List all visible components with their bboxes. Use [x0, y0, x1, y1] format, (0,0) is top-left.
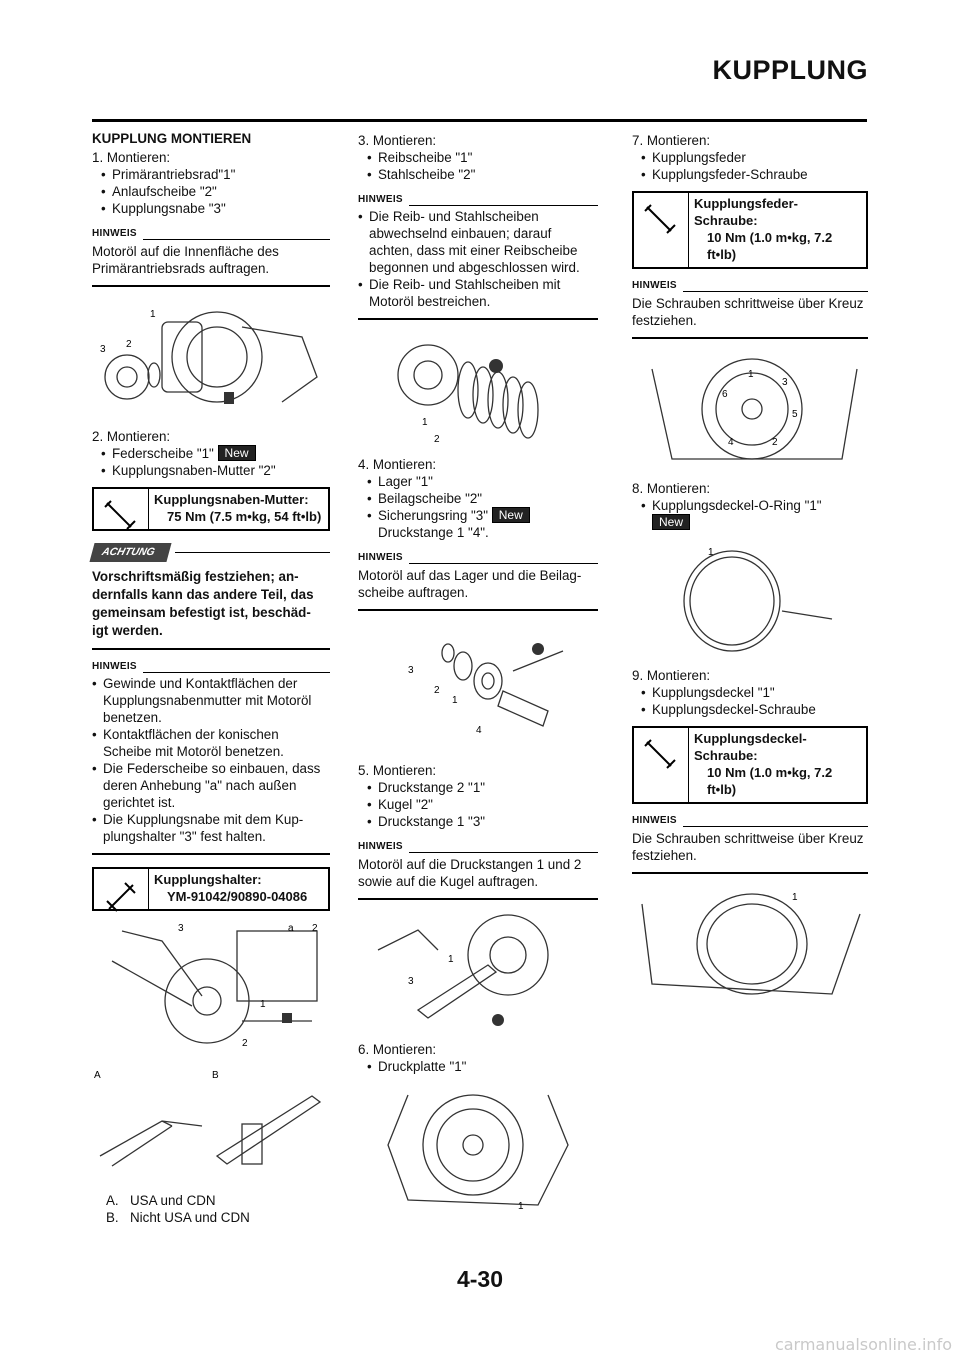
page-title: KUPPLUNG	[712, 55, 868, 85]
step-3	[358, 132, 598, 183]
note-label: HINWEIS	[632, 280, 677, 291]
figure-pressure-plate	[358, 1085, 598, 1215]
step-6	[358, 1041, 598, 1075]
note-label: HINWEIS	[92, 661, 137, 672]
svg-text:3: 3	[408, 976, 414, 987]
spec-box-hub-nut	[92, 487, 330, 531]
spec-title: Kupplungsnaben-Mutter:	[154, 492, 309, 507]
note-label: HINWEIS	[358, 552, 403, 563]
list-item: • Lager "1"	[367, 473, 598, 490]
note-5	[358, 838, 598, 900]
step-4	[358, 456, 598, 541]
svg-text:3: 3	[408, 665, 414, 676]
list-item: • Stahlscheibe "2"	[367, 166, 598, 183]
new-badge: New	[652, 514, 690, 530]
figure-clutch-holder	[92, 921, 330, 1056]
figure-primary-gear	[92, 297, 330, 422]
svg-text:2: 2	[242, 1038, 248, 1049]
note-label: HINWEIS	[358, 841, 403, 852]
svg-text:3: 3	[782, 377, 788, 388]
step-5	[358, 762, 598, 830]
new-badge: New	[218, 445, 256, 461]
svg-text:3: 3	[178, 923, 184, 934]
spec-title: Kupplungshalter:	[154, 872, 262, 887]
torque-wrench-icon	[103, 499, 139, 535]
list-item: • Druckstange 1 "3"	[367, 813, 598, 830]
figure-clutch-cover	[632, 884, 868, 1009]
list-item: • Die Federscheibe so einbauen, dass deren Anhebung "a" nach außen gerichtet ist.	[92, 760, 330, 811]
note-text: Motoröl auf die Innenfläche des Primärantriebsrads auftragen.	[92, 244, 279, 276]
spec-value: YM-91042/90890-04086	[167, 889, 308, 904]
column-2	[358, 130, 598, 1221]
new-badge: New	[492, 507, 530, 523]
figure-holder-tools	[92, 1066, 330, 1186]
step-8-label: 8. Montieren:	[632, 481, 711, 496]
list-item: Druckstange 1 "4".	[378, 525, 489, 540]
step-9	[632, 667, 868, 718]
watermark: carmanualsonline.info	[774, 1335, 952, 1354]
spec-value: 75 Nm (7.5 m•kg, 54 ft•lb)	[167, 509, 322, 524]
step-7-label: 7. Montieren:	[632, 133, 711, 148]
svg-text:1: 1	[748, 369, 754, 380]
spec-title: Kupplungsfeder- Schraube:	[694, 196, 798, 228]
figure-cover-oring	[632, 541, 868, 661]
section-heading: KUPPLUNG MONTIEREN	[92, 131, 252, 146]
column-1	[92, 130, 330, 1226]
svg-text:2: 2	[434, 434, 440, 445]
svg-text:1: 1	[518, 1201, 524, 1212]
figure-label-a: A	[94, 1070, 101, 1081]
list-item: • Die Reib- und Stahlscheiben abwechselnd einbauen; darauf achten, dass mit einer Reibscheibe begonnen und abgeschlossen wird.	[358, 208, 598, 276]
step-1	[92, 149, 330, 217]
note-3	[358, 191, 598, 320]
list-item: Sicherungsring "3"	[378, 508, 488, 523]
list-item: • Kupplungsfeder	[641, 149, 868, 166]
list-item: Kupplungsdeckel-O-Ring "1"	[652, 498, 822, 513]
svg-text:5: 5	[792, 409, 798, 420]
spec-value: 10 Nm (1.0 m•kg, 7.2 ft•lb)	[707, 765, 833, 797]
figure-clutch-plates	[358, 330, 598, 450]
page-number: 4-30	[456, 1266, 504, 1292]
spec-box-cover-bolt	[632, 726, 868, 804]
list-item: • Druckplatte "1"	[367, 1058, 598, 1075]
step-6-label: 6. Montieren:	[358, 1042, 437, 1057]
svg-text:4: 4	[476, 725, 482, 736]
spec-box-spring-bolt	[632, 191, 868, 269]
note-text: Die Schrauben schrittweise über Kreuz festziehen.	[632, 296, 864, 328]
svg-text:4: 4	[728, 437, 734, 448]
list-item: • Primärantriebsrad"1"	[101, 166, 330, 183]
step-2	[92, 428, 330, 479]
caption-text: USA und CDN	[130, 1193, 216, 1208]
note-label: HINWEIS	[358, 194, 403, 205]
list-item: • Anlaufscheibe "2"	[101, 183, 330, 200]
note-9	[632, 812, 868, 874]
list-item: • Kupplungsnabe "3"	[101, 200, 330, 217]
figure-push-rod	[358, 910, 598, 1035]
step-3-label: 3. Montieren:	[358, 133, 437, 148]
torque-wrench-icon	[643, 203, 679, 239]
list-item: • Kupplungsnaben-Mutter "2"	[101, 462, 330, 479]
svg-text:6: 6	[722, 389, 728, 400]
svg-text:a: a	[288, 923, 294, 934]
svg-text:1: 1	[448, 954, 454, 965]
step-8	[632, 480, 868, 531]
caution-text: Vorschriftsmäßig festziehen; an- dernfalls kann das andere Teil, das gemeinsam befestigt ist, beschäd- igt werden.	[92, 569, 314, 638]
caption-text: Nicht USA und CDN	[130, 1210, 250, 1225]
list-item: • Gewinde und Kontaktflächen der Kupplungsnabenmutter mit Motoröl benetzen.	[92, 675, 330, 726]
list-item: • Kupplungsfeder-Schraube	[641, 166, 868, 183]
list-item: • Kontaktflächen der konischen Scheibe mit Motoröl benetzen.	[92, 726, 330, 760]
step-5-label: 5. Montieren:	[358, 763, 437, 778]
torque-wrench-icon	[643, 738, 679, 774]
note-text: Motoröl auf die Druckstangen 1 und 2 sowie auf die Kugel auftragen.	[358, 857, 582, 889]
list-item: • Die Kupplungsnabe mit dem Kup- plungshalter "3" fest halten.	[92, 811, 330, 845]
caution-label: ACHTUNG	[89, 543, 171, 562]
spec-title: Kupplungsdeckel- Schraube:	[694, 731, 807, 763]
note-text: Die Schrauben schrittweise über Kreuz festziehen.	[632, 831, 864, 863]
svg-text:1: 1	[422, 417, 428, 428]
list-item: • Kugel "2"	[367, 796, 598, 813]
header-rule	[92, 119, 867, 122]
figure-label-b: B	[212, 1070, 219, 1081]
step-7	[632, 132, 868, 183]
note-label: HINWEIS	[632, 815, 677, 826]
note-1	[92, 225, 330, 287]
spec-value: 10 Nm (1.0 m•kg, 7.2 ft•lb)	[707, 230, 833, 262]
note-text: Motoröl auf das Lager und die Beilag- scheibe auftragen.	[358, 568, 582, 600]
step-1-label: 1. Montieren:	[92, 150, 171, 165]
note-label: HINWEIS	[92, 228, 137, 239]
figure-spring-bolts	[632, 349, 868, 474]
svg-text:1: 1	[452, 695, 458, 706]
step-2-label: 2. Montieren:	[92, 429, 171, 444]
figure-caption: A. USA und CDN B. Nicht USA und CDN	[106, 1193, 250, 1225]
note-4	[358, 549, 598, 611]
list-item: • Die Reib- und Stahlscheiben mit Motoröl bestreichen.	[358, 276, 598, 310]
svg-text:3: 3	[100, 344, 106, 355]
svg-text:1: 1	[150, 309, 156, 320]
svg-text:2: 2	[434, 685, 440, 696]
step-9-label: 9. Montieren:	[632, 668, 711, 683]
list-item: • Reibscheibe "1"	[367, 149, 598, 166]
holder-tool-icon	[103, 879, 139, 915]
list-item: • Kupplungsdeckel "1"	[641, 684, 868, 701]
list-item: • Kupplungsdeckel-Schraube	[641, 701, 868, 718]
list-item: Federscheibe "1"	[112, 446, 214, 461]
svg-text:2: 2	[312, 923, 318, 934]
list-item: • Druckstange 2 "1"	[367, 779, 598, 796]
note-7	[632, 277, 868, 339]
figure-bearing-rod	[358, 621, 598, 756]
svg-text:2: 2	[126, 339, 132, 350]
column-3	[632, 130, 868, 1015]
svg-text:1: 1	[708, 547, 714, 558]
svg-text:1: 1	[792, 892, 798, 903]
svg-text:1: 1	[260, 999, 266, 1010]
list-item: • Beilagscheibe "2"	[367, 490, 598, 507]
svg-text:2: 2	[772, 437, 778, 448]
note-2	[92, 658, 330, 855]
step-4-label: 4. Montieren:	[358, 457, 437, 472]
spec-box-holder	[92, 867, 330, 911]
caution-block	[92, 543, 330, 650]
